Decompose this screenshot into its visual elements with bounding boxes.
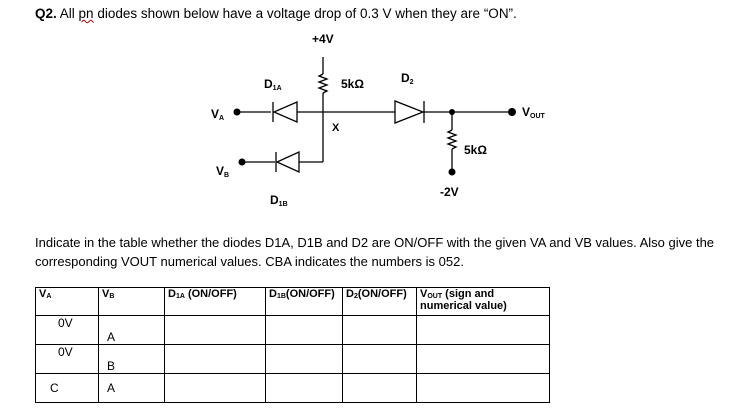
supply-label: +4V bbox=[312, 32, 334, 46]
question-number: Q2. bbox=[35, 6, 57, 21]
cell-vout[interactable] bbox=[417, 316, 550, 345]
question-text-after: diodes shown below have a voltage drop of 0.3 V when they are “ON”. bbox=[93, 6, 517, 21]
cell-d1a[interactable] bbox=[165, 316, 266, 345]
table-row bbox=[36, 316, 550, 345]
top-resistor bbox=[319, 74, 327, 93]
table-row bbox=[36, 374, 550, 403]
cell-vout[interactable] bbox=[417, 374, 550, 403]
va-terminal bbox=[234, 109, 241, 116]
cell-vb: A bbox=[99, 374, 165, 403]
vb-terminal bbox=[239, 159, 246, 166]
cell-vout[interactable] bbox=[417, 345, 550, 374]
cell-va: 0V bbox=[36, 345, 99, 374]
vout-terminal bbox=[508, 108, 516, 116]
cell-d1b[interactable] bbox=[266, 316, 343, 345]
cell-d1a[interactable] bbox=[165, 345, 266, 374]
d1a-label: D1A bbox=[264, 77, 282, 92]
answer-table bbox=[35, 287, 550, 403]
cell-va: 0V bbox=[36, 316, 99, 345]
d2-label: D2 bbox=[401, 71, 414, 86]
cell-d1b[interactable] bbox=[266, 345, 343, 374]
neg-supply-terminal bbox=[449, 169, 456, 176]
cell-vb: B bbox=[99, 345, 165, 374]
bottom-resistor bbox=[448, 130, 456, 149]
cell-d2[interactable] bbox=[343, 316, 417, 345]
instructions-paragraph: Indicate in the table whether the diodes D1A, D1B and D2 are ON/OFF with the given VA and VB values. Also give the corresponding VOUT numerical values. CBA indicates the numbers is 052. bbox=[35, 235, 715, 269]
d1b-label: D1B bbox=[270, 193, 288, 208]
cell-vb: A bbox=[99, 316, 165, 345]
header-vb: VB bbox=[99, 288, 165, 316]
header-d1a: D1A (ON/OFF) bbox=[165, 288, 266, 316]
header-va: VA bbox=[36, 288, 99, 316]
vout-label: VOUT bbox=[522, 105, 545, 120]
resistor-bottom-label: 5kΩ bbox=[464, 143, 487, 157]
cell-d2[interactable] bbox=[343, 374, 417, 403]
header-vout: VOUT (sign and numerical value) bbox=[417, 288, 550, 316]
vb-label: VB bbox=[216, 164, 230, 179]
table-header-row bbox=[36, 288, 550, 316]
d1a-triangle bbox=[274, 102, 297, 122]
question-text-before: All bbox=[56, 6, 79, 21]
header-d1b: D1B(ON/OFF) bbox=[266, 288, 343, 316]
cell-va: C bbox=[36, 374, 99, 403]
resistor-top-label: 5kΩ bbox=[341, 77, 364, 91]
header-d2: D2(ON/OFF) bbox=[343, 288, 417, 316]
d2-triangle bbox=[395, 101, 423, 123]
cell-d1b[interactable] bbox=[266, 374, 343, 403]
cell-d1a[interactable] bbox=[165, 374, 266, 403]
d1b-triangle bbox=[277, 152, 299, 172]
question-underlined-word: pn bbox=[78, 6, 94, 21]
node-x-label: X bbox=[332, 122, 340, 134]
vout-node-dot bbox=[449, 109, 455, 115]
neg-supply-label: -2V bbox=[440, 185, 459, 199]
va-label: VA bbox=[211, 107, 225, 122]
table-row bbox=[36, 345, 550, 374]
cell-d2[interactable] bbox=[343, 345, 417, 374]
